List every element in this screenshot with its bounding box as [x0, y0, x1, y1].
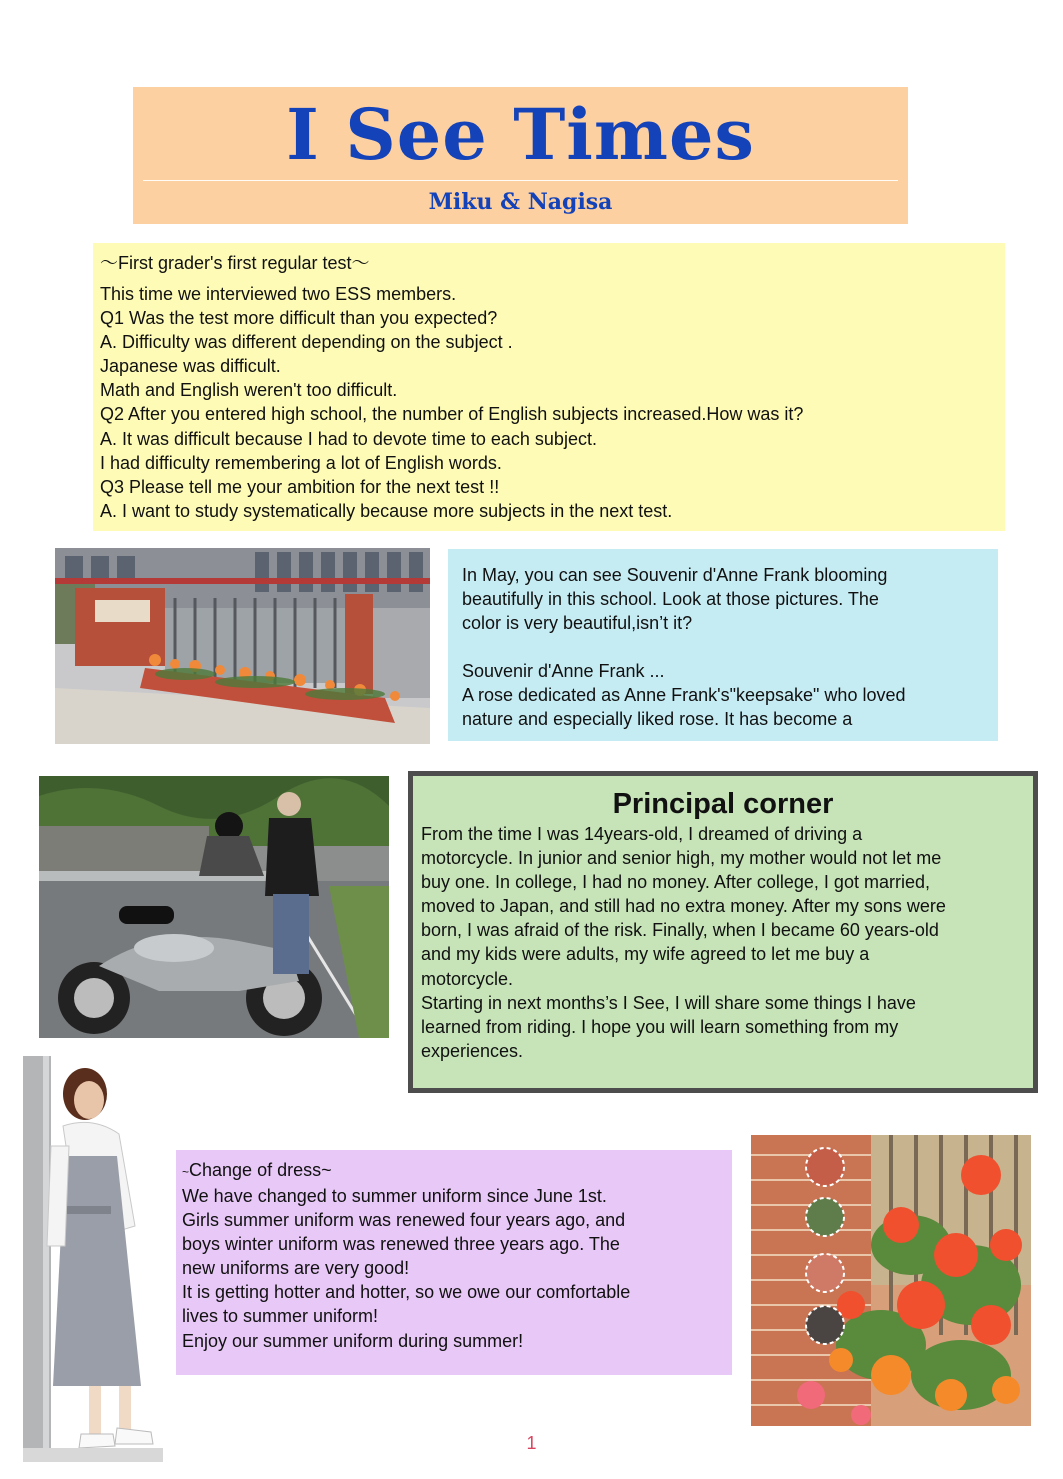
newsletter-authors: Miku & Nagisa: [428, 189, 613, 215]
masthead: [133, 87, 908, 224]
paragraph-gap: [462, 635, 984, 659]
dress-text-line: We have changed to summer uniform since June 1st.: [182, 1186, 607, 1206]
page-number: 1: [526, 1433, 537, 1453]
rose-text-line: Souvenir d'Anne Frank ...: [462, 661, 665, 681]
interview-line: A. Difficulty was different depending on the subject .: [100, 332, 513, 353]
interview-line: Q1 Was the test more difficult than you expected?: [100, 308, 498, 329]
dress-text-line: Enjoy our summer uniform during summer!: [182, 1330, 524, 1351]
dress-text-line: new uniforms are very good!: [182, 1258, 410, 1279]
rose-text-line: In May, you can see Souvenir d'Anne Frank blooming: [462, 565, 888, 585]
interview-line: A. It was difficult because I had to devote time to each subject.: [100, 428, 597, 449]
interview-line: Q3 Please tell me your ambition for the next test !!: [100, 476, 500, 497]
interview-box: [93, 243, 1005, 531]
principal-text-line: moved to Japan, and still had no extra money. After my sons were: [421, 896, 946, 917]
dress-text-line: It is getting hotter and hotter, so we owe our comfortable: [182, 1282, 631, 1303]
principal-corner-title: Principal corner: [612, 788, 834, 820]
principal-text-line: Starting in next months’s I See, I will share some things I have: [421, 992, 916, 1013]
interview-line: Japanese was difficult.: [100, 356, 281, 377]
interview-line: I had difficulty remembering a lot of English words.: [100, 452, 502, 473]
dress-text-line: Girls summer uniform was renewed four years ago, and: [182, 1210, 626, 1231]
interview-heading: ～First grader's first regular test～: [100, 253, 370, 273]
principal-text-line: From the time I was 14years-old, I dreamed of driving a: [421, 824, 863, 844]
principal-text-line: and my kids were adults, my wife agreed to let me buy a: [421, 944, 870, 965]
rose-info-box: [448, 549, 998, 741]
rose-flowers-photo: [751, 1135, 1031, 1426]
interview-line: Math and English weren't too difficult.: [100, 380, 398, 401]
interview-line: Q2 After you entered high school, the number of English subjects increased.How was it?: [100, 404, 804, 425]
change-of-dress-box: [176, 1150, 732, 1375]
school-gate-photo: [55, 548, 430, 744]
dress-text-line: boys winter uniform was renewed three years ago. The: [182, 1234, 620, 1255]
principal-text-line: learned from riding. I hope you will learn something from my: [421, 1016, 899, 1037]
dress-text-line: lives to summer uniform!: [182, 1306, 379, 1327]
interview-line: This time we interviewed two ESS members.: [100, 284, 457, 304]
dress-heading-tilde: ~: [182, 1165, 190, 1179]
masthead-divider: [143, 180, 898, 181]
newsletter-title: I See Times: [286, 93, 755, 176]
motorcycle-photo: [39, 776, 389, 1038]
principal-text-line: buy one. In college, I had no money. After college, I got married,: [421, 872, 930, 893]
dress-heading: [182, 1158, 726, 1184]
interview-line: A. I want to study systematically because more subjects in the next test.: [100, 500, 673, 521]
principal-text-line: born, I was afraid of the risk. Finally, when I became 60 years-old: [421, 920, 939, 941]
principal-text-line: motorcycle. In junior and senior high, my mother would not let me: [421, 848, 942, 869]
principal-text-line: motorcycle.: [421, 968, 514, 989]
principal-corner-box: [408, 771, 1038, 1093]
principal-text-line: experiences.: [421, 1040, 524, 1061]
student-uniform-photo: [23, 1056, 163, 1462]
rose-text-line: nature and especially liked rose. It has become a: [462, 709, 853, 729]
dress-heading-text: Change of dress~: [189, 1160, 332, 1180]
rose-text-line: A rose dedicated as Anne Frank's"keepsake" who loved: [462, 685, 906, 705]
rose-text-line: beautifully in this school. Look at those pictures. The: [462, 589, 879, 609]
rose-text-line: color is very beautiful,isn’t it?: [462, 613, 693, 633]
